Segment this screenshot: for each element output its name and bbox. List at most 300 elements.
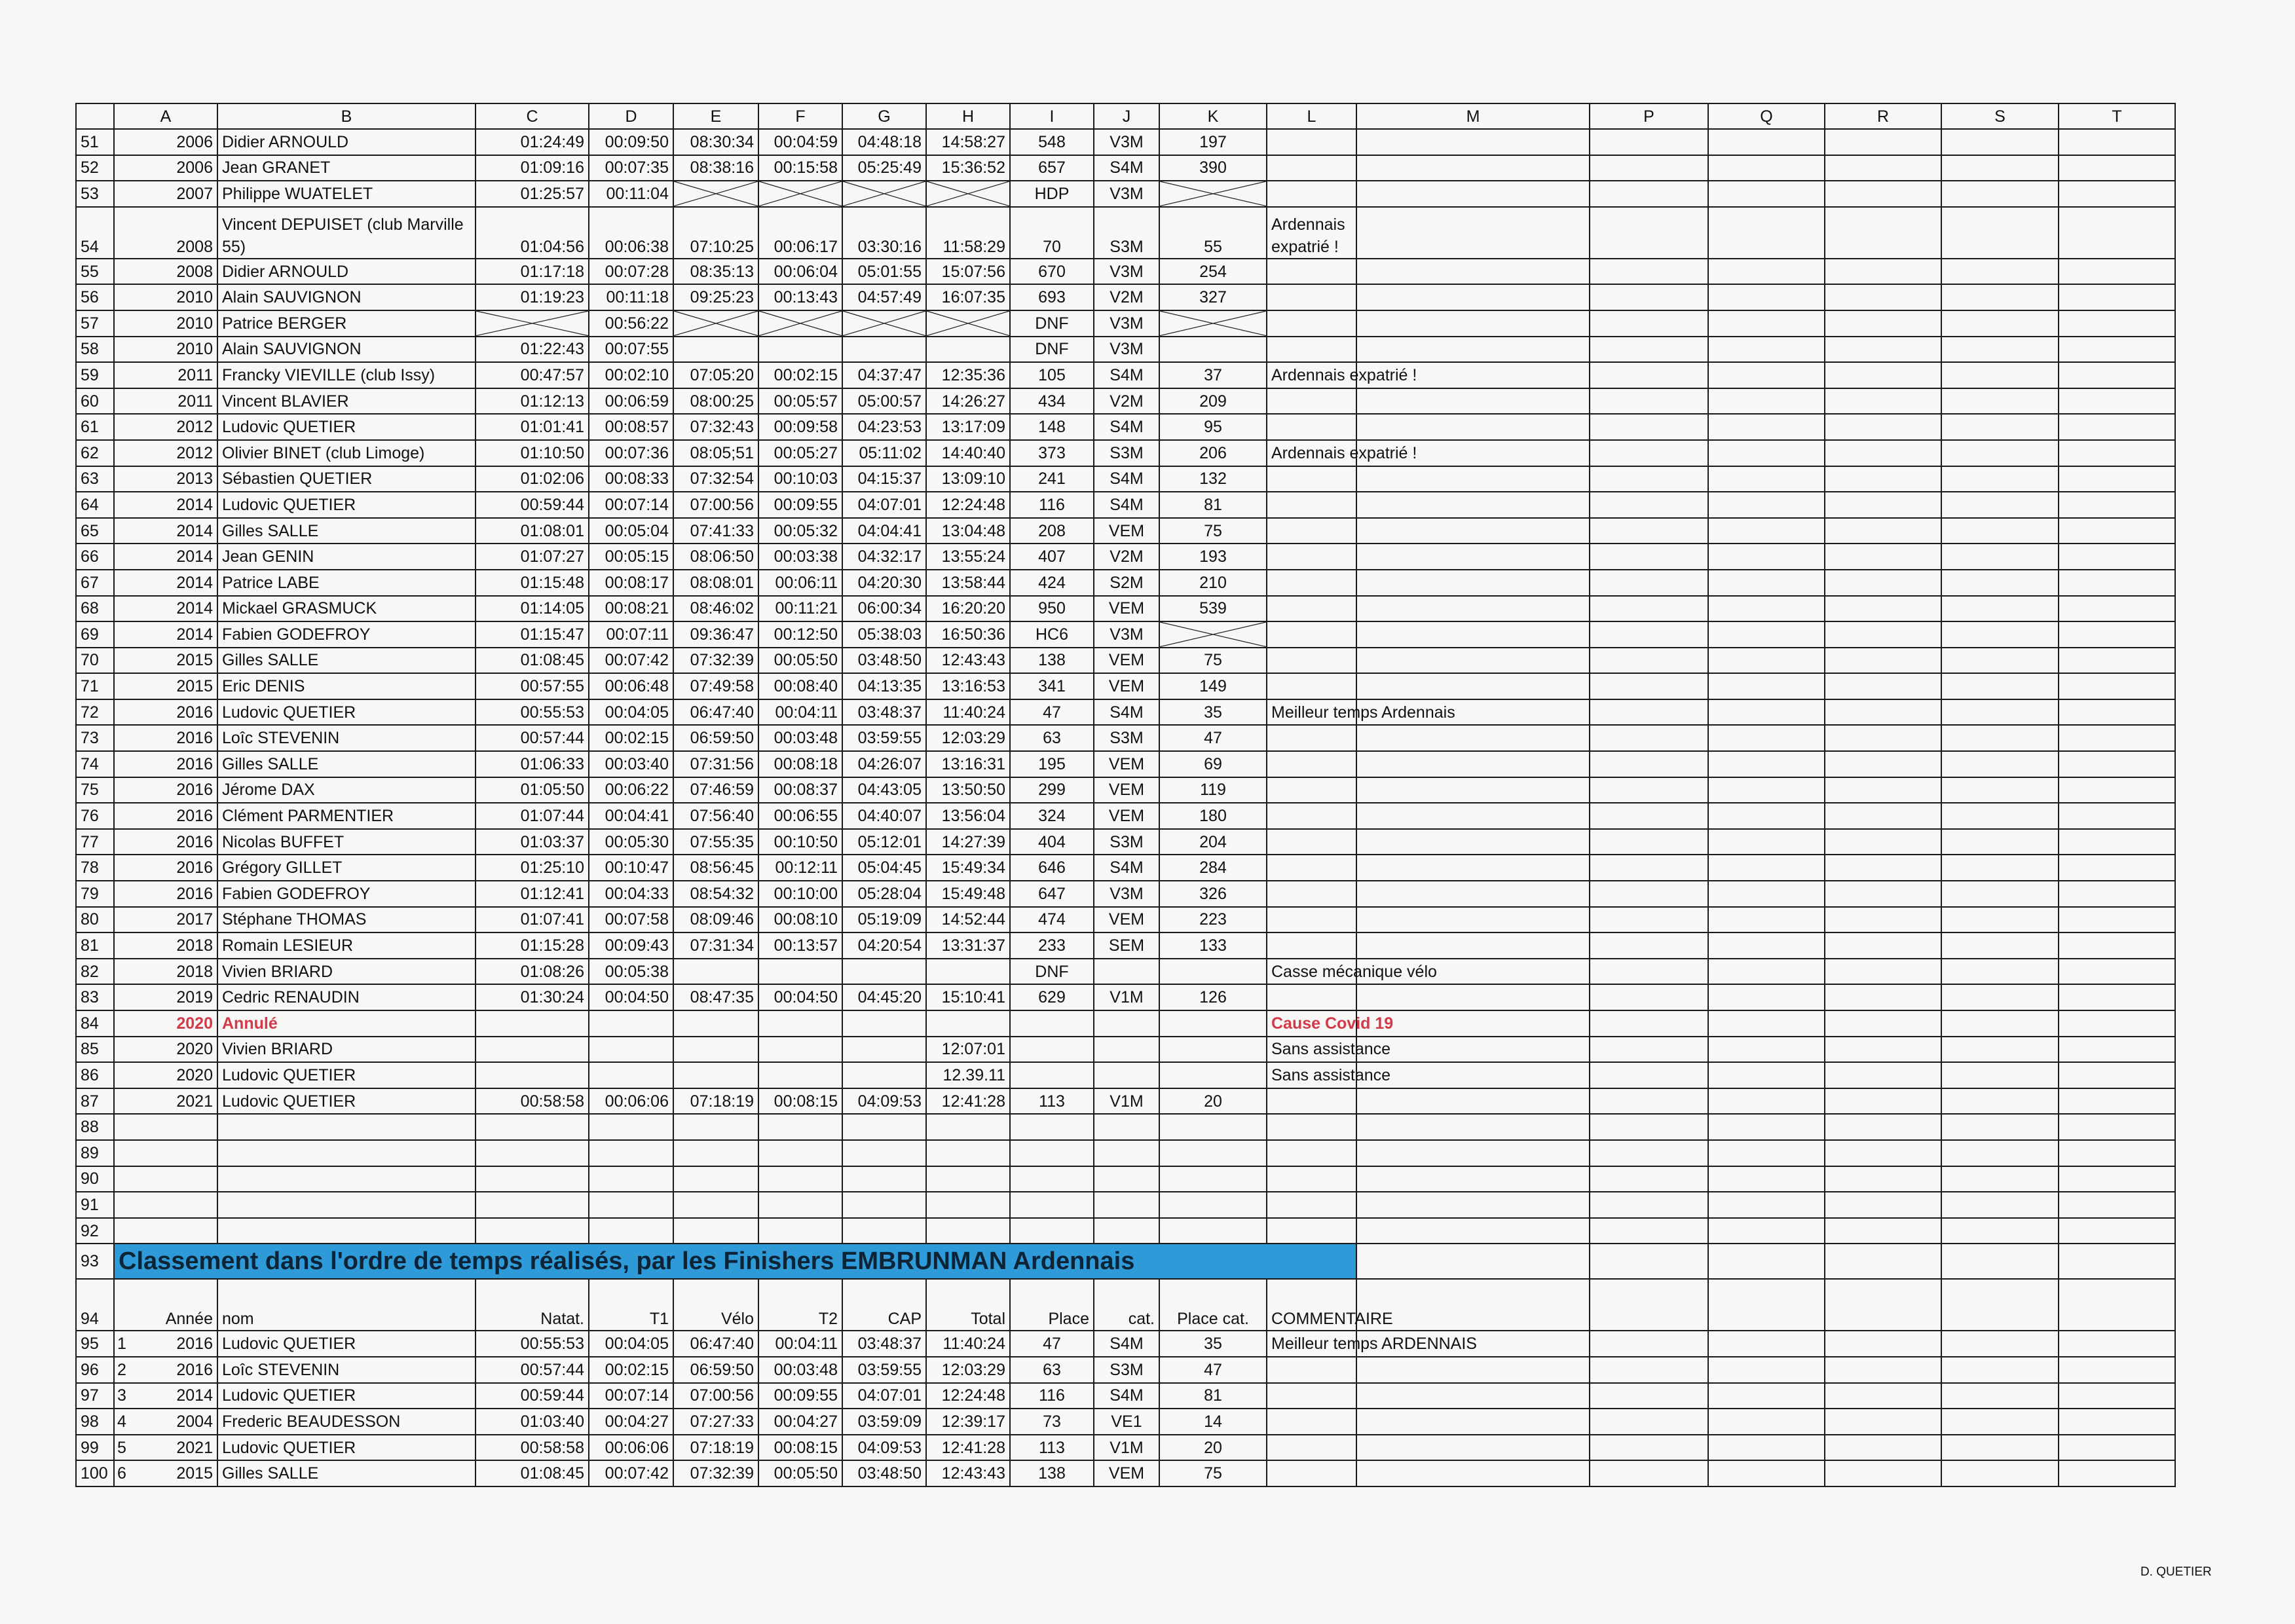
- cell-f[interactable]: 00:04:11: [758, 699, 842, 726]
- cell-e[interactable]: [673, 1010, 758, 1037]
- cell-e[interactable]: 07:00:56: [673, 492, 758, 518]
- cell-l[interactable]: Meilleur temps ARDENNAIS: [1267, 1331, 1356, 1357]
- column-header[interactable]: R: [1825, 103, 1941, 129]
- empty-cell[interactable]: [1590, 1435, 1708, 1461]
- empty-cell[interactable]: [1590, 1331, 1708, 1357]
- cell-h[interactable]: 12:43:43: [926, 648, 1010, 674]
- row-number[interactable]: 68: [76, 596, 114, 622]
- cell-d[interactable]: 00:02:10: [589, 362, 673, 388]
- empty-cell[interactable]: [1708, 1409, 1825, 1435]
- empty-cell[interactable]: [2059, 518, 2175, 544]
- empty-cell[interactable]: [2059, 1244, 2175, 1279]
- cell-f[interactable]: 00:05:27: [758, 440, 842, 466]
- cell-g[interactable]: 04:23:53: [842, 414, 926, 440]
- cell-j[interactable]: VEM: [1094, 673, 1159, 699]
- cell-a[interactable]: [114, 1383, 217, 1409]
- empty-cell[interactable]: [1356, 829, 1590, 855]
- cell-a[interactable]: 2010: [114, 337, 217, 363]
- row-number[interactable]: 62: [76, 440, 114, 466]
- row-number[interactable]: 53: [76, 181, 114, 207]
- empty-cell[interactable]: [1941, 1166, 2059, 1192]
- column-header[interactable]: I: [1010, 103, 1094, 129]
- cell-l[interactable]: [1267, 1140, 1356, 1166]
- empty-cell[interactable]: [1356, 259, 1590, 285]
- empty-cell[interactable]: [1941, 1037, 2059, 1063]
- cell-g[interactable]: 05:11:02: [842, 440, 926, 466]
- cell-h[interactable]: 12:41:28: [926, 1435, 1010, 1461]
- row-number[interactable]: 59: [76, 362, 114, 388]
- empty-cell[interactable]: [1590, 492, 1708, 518]
- cell-g[interactable]: 03:30:16: [842, 207, 926, 259]
- cell-j[interactable]: [1094, 1192, 1159, 1218]
- empty-cell[interactable]: [2059, 1435, 2175, 1461]
- empty-cell[interactable]: [1356, 803, 1590, 829]
- cell-l[interactable]: [1267, 1357, 1356, 1383]
- cell-c[interactable]: 01:14:05: [476, 596, 589, 622]
- empty-cell[interactable]: [1590, 544, 1708, 570]
- empty-cell[interactable]: [1590, 1166, 1708, 1192]
- row-number[interactable]: 93: [76, 1244, 114, 1279]
- empty-cell[interactable]: [2059, 881, 2175, 907]
- cell-a[interactable]: 2016: [114, 855, 217, 881]
- column-header[interactable]: K: [1159, 103, 1267, 129]
- empty-cell[interactable]: [1590, 777, 1708, 803]
- empty-cell[interactable]: [1708, 414, 1825, 440]
- cell-i[interactable]: [1010, 1140, 1094, 1166]
- empty-cell[interactable]: [1825, 388, 1941, 415]
- cell-g[interactable]: 04:07:01: [842, 492, 926, 518]
- empty-cell[interactable]: [1708, 596, 1825, 622]
- empty-cell[interactable]: [2059, 466, 2175, 492]
- cell-l[interactable]: [1267, 829, 1356, 855]
- empty-cell[interactable]: [1590, 1088, 1708, 1115]
- column-header[interactable]: M: [1356, 103, 1590, 129]
- cell-f[interactable]: 00:10:03: [758, 466, 842, 492]
- cell-d[interactable]: 00:04:27: [589, 1409, 673, 1435]
- cell-l[interactable]: Meilleur temps Ardennais: [1267, 699, 1356, 726]
- cell-j[interactable]: VEM: [1094, 1460, 1159, 1486]
- cell-k[interactable]: 55: [1159, 207, 1267, 259]
- row-number[interactable]: 81: [76, 932, 114, 959]
- cell-l[interactable]: [1267, 777, 1356, 803]
- cell-g[interactable]: 04:09:53: [842, 1088, 926, 1115]
- cell-f[interactable]: 00:05:50: [758, 648, 842, 674]
- empty-cell[interactable]: [1356, 1435, 1590, 1461]
- cell-c[interactable]: [476, 1218, 589, 1244]
- cell-b[interactable]: Ludovic QUETIER: [217, 1062, 476, 1088]
- empty-cell[interactable]: [2059, 544, 2175, 570]
- cell-l[interactable]: [1267, 984, 1356, 1010]
- cell-h[interactable]: [926, 1114, 1010, 1140]
- cell-k[interactable]: 209: [1159, 388, 1267, 415]
- empty-cell[interactable]: [1708, 1140, 1825, 1166]
- cell-i[interactable]: 113: [1010, 1088, 1094, 1115]
- empty-cell[interactable]: [1590, 881, 1708, 907]
- cell-g[interactable]: 04:32:17: [842, 544, 926, 570]
- cell-f[interactable]: 00:05:57: [758, 388, 842, 415]
- empty-cell[interactable]: [2059, 1166, 2175, 1192]
- cell-c[interactable]: 00:59:44: [476, 1383, 589, 1409]
- empty-cell[interactable]: [1708, 155, 1825, 181]
- empty-cell[interactable]: [2059, 1088, 2175, 1115]
- crossed-cell[interactable]: [476, 310, 589, 337]
- cell-l[interactable]: [1267, 155, 1356, 181]
- empty-cell[interactable]: [1708, 673, 1825, 699]
- empty-cell[interactable]: [1708, 881, 1825, 907]
- empty-cell[interactable]: [1825, 803, 1941, 829]
- empty-cell[interactable]: [1356, 1114, 1590, 1140]
- cell-d[interactable]: 00:05:15: [589, 544, 673, 570]
- cell-i[interactable]: 63: [1010, 725, 1094, 751]
- cell-j[interactable]: V1M: [1094, 1435, 1159, 1461]
- cell-k[interactable]: 326: [1159, 881, 1267, 907]
- empty-cell[interactable]: [1356, 1460, 1590, 1486]
- empty-cell[interactable]: [1941, 621, 2059, 648]
- empty-cell[interactable]: [1590, 414, 1708, 440]
- column-header[interactable]: P: [1590, 103, 1708, 129]
- cell-b[interactable]: Alain SAUVIGNON: [217, 337, 476, 363]
- empty-cell[interactable]: [1708, 1166, 1825, 1192]
- cell-k[interactable]: [1159, 1037, 1267, 1063]
- empty-cell[interactable]: [1356, 544, 1590, 570]
- empty-cell[interactable]: [2059, 855, 2175, 881]
- cell-j[interactable]: S4M: [1094, 1331, 1159, 1357]
- cell-d[interactable]: [589, 1062, 673, 1088]
- cell-c[interactable]: 01:12:13: [476, 388, 589, 415]
- empty-cell[interactable]: [1825, 1218, 1941, 1244]
- empty-cell[interactable]: [1708, 181, 1825, 207]
- cell-f[interactable]: [758, 1192, 842, 1218]
- cell-d[interactable]: [589, 1037, 673, 1063]
- cell-b[interactable]: Cedric RENAUDIN: [217, 984, 476, 1010]
- cell-j[interactable]: S3M: [1094, 829, 1159, 855]
- cell-l[interactable]: [1267, 388, 1356, 415]
- cell-c[interactable]: 01:12:41: [476, 881, 589, 907]
- row-number[interactable]: 87: [76, 1088, 114, 1115]
- empty-cell[interactable]: [1356, 648, 1590, 674]
- cell-h[interactable]: 13:16:53: [926, 673, 1010, 699]
- cell-i[interactable]: 404: [1010, 829, 1094, 855]
- column-header[interactable]: Q: [1708, 103, 1825, 129]
- cell-i[interactable]: 657: [1010, 155, 1094, 181]
- cell-l[interactable]: [1267, 544, 1356, 570]
- cell-l[interactable]: [1267, 414, 1356, 440]
- cell-e[interactable]: [673, 1062, 758, 1088]
- cell-d[interactable]: 00:07:28: [589, 259, 673, 285]
- empty-cell[interactable]: [1941, 181, 2059, 207]
- empty-cell[interactable]: [1590, 337, 1708, 363]
- cell-j[interactable]: SEM: [1094, 932, 1159, 959]
- row-number[interactable]: 73: [76, 725, 114, 751]
- cell-k[interactable]: 132: [1159, 466, 1267, 492]
- cell-h[interactable]: 15:36:52: [926, 155, 1010, 181]
- cell-h[interactable]: [926, 959, 1010, 985]
- empty-cell[interactable]: [1708, 466, 1825, 492]
- row-number[interactable]: 54: [76, 207, 114, 259]
- empty-cell[interactable]: [1356, 777, 1590, 803]
- cell-k[interactable]: [1159, 1140, 1267, 1166]
- cell-g[interactable]: 05:25:49: [842, 155, 926, 181]
- column-header[interactable]: J: [1094, 103, 1159, 129]
- cell-a[interactable]: [114, 1331, 217, 1357]
- empty-cell[interactable]: [1356, 855, 1590, 881]
- cell-g[interactable]: [842, 1140, 926, 1166]
- empty-cell[interactable]: [2059, 259, 2175, 285]
- cell-f[interactable]: 00:04:11: [758, 1331, 842, 1357]
- cell-c[interactable]: 01:10:50: [476, 440, 589, 466]
- cell-a[interactable]: 2006: [114, 155, 217, 181]
- row-number[interactable]: 91: [76, 1192, 114, 1218]
- cell-b[interactable]: Loîc STEVENIN: [217, 1357, 476, 1383]
- empty-cell[interactable]: [2059, 984, 2175, 1010]
- cell-f[interactable]: 00:08:15: [758, 1088, 842, 1115]
- cell-b[interactable]: Didier ARNOULD: [217, 129, 476, 155]
- empty-cell[interactable]: [1356, 1409, 1590, 1435]
- empty-cell[interactable]: [1941, 129, 2059, 155]
- empty-cell[interactable]: [1708, 777, 1825, 803]
- empty-cell[interactable]: [2059, 829, 2175, 855]
- cell-e[interactable]: 08:08:01: [673, 570, 758, 596]
- empty-cell[interactable]: [1590, 518, 1708, 544]
- empty-cell[interactable]: [2059, 1010, 2175, 1037]
- empty-cell[interactable]: [1825, 1279, 1941, 1331]
- empty-cell[interactable]: [1941, 751, 2059, 777]
- empty-cell[interactable]: [1708, 829, 1825, 855]
- empty-cell[interactable]: [1941, 284, 2059, 310]
- cell-d[interactable]: 00:05:04: [589, 518, 673, 544]
- cell-a[interactable]: [114, 1218, 217, 1244]
- cell-b[interactable]: Ludovic QUETIER: [217, 1088, 476, 1115]
- cell-c[interactable]: 01:07:41: [476, 907, 589, 933]
- row-number[interactable]: 79: [76, 881, 114, 907]
- cell-d[interactable]: 00:07:35: [589, 155, 673, 181]
- empty-cell[interactable]: [2059, 129, 2175, 155]
- empty-cell[interactable]: [1825, 181, 1941, 207]
- cell-j[interactable]: V3M: [1094, 129, 1159, 155]
- cell-k[interactable]: 35: [1159, 1331, 1267, 1357]
- cell-d[interactable]: [589, 1192, 673, 1218]
- empty-cell[interactable]: [1590, 181, 1708, 207]
- cell-d[interactable]: 00:09:43: [589, 932, 673, 959]
- cell-e[interactable]: 07:55:35: [673, 829, 758, 855]
- ranking-header-place-cat[interactable]: Place cat.: [1159, 1279, 1267, 1331]
- empty-cell[interactable]: [2059, 673, 2175, 699]
- cell-j[interactable]: VEM: [1094, 907, 1159, 933]
- empty-cell[interactable]: [1708, 1383, 1825, 1409]
- empty-cell[interactable]: [1708, 648, 1825, 674]
- cell-i[interactable]: 299: [1010, 777, 1094, 803]
- cell-f[interactable]: 00:12:50: [758, 621, 842, 648]
- cell-a[interactable]: 2006: [114, 129, 217, 155]
- cell-i[interactable]: DNF: [1010, 337, 1094, 363]
- empty-cell[interactable]: [1356, 492, 1590, 518]
- cell-c[interactable]: 01:06:33: [476, 751, 589, 777]
- cell-j[interactable]: [1094, 1062, 1159, 1088]
- cell-e[interactable]: 08:47:35: [673, 984, 758, 1010]
- crossed-cell[interactable]: [1159, 621, 1267, 648]
- cell-e[interactable]: 06:59:50: [673, 725, 758, 751]
- column-header[interactable]: A: [114, 103, 217, 129]
- cell-e[interactable]: 07:31:56: [673, 751, 758, 777]
- empty-cell[interactable]: [1941, 362, 2059, 388]
- cell-k[interactable]: 81: [1159, 1383, 1267, 1409]
- empty-cell[interactable]: [1590, 803, 1708, 829]
- empty-cell[interactable]: [1708, 1114, 1825, 1140]
- cell-g[interactable]: 04:09:53: [842, 1435, 926, 1461]
- cell-c[interactable]: 01:19:23: [476, 284, 589, 310]
- cell-a[interactable]: 2020: [114, 1062, 217, 1088]
- cell-f[interactable]: [758, 1166, 842, 1192]
- cell-h[interactable]: [926, 1140, 1010, 1166]
- cell-g[interactable]: 05:28:04: [842, 881, 926, 907]
- empty-cell[interactable]: [2059, 621, 2175, 648]
- cell-b[interactable]: Jean GRANET: [217, 155, 476, 181]
- empty-cell[interactable]: [1590, 621, 1708, 648]
- cell-i[interactable]: 647: [1010, 881, 1094, 907]
- cell-j[interactable]: VE1: [1094, 1409, 1159, 1435]
- cell-e[interactable]: 08:38:16: [673, 155, 758, 181]
- ranking-header-cat[interactable]: cat.: [1094, 1279, 1159, 1331]
- empty-cell[interactable]: [2059, 1192, 2175, 1218]
- row-number[interactable]: 58: [76, 337, 114, 363]
- empty-cell[interactable]: [2059, 310, 2175, 337]
- empty-cell[interactable]: [1825, 337, 1941, 363]
- cell-g[interactable]: [842, 1218, 926, 1244]
- cell-i[interactable]: 195: [1010, 751, 1094, 777]
- empty-cell[interactable]: [1356, 1192, 1590, 1218]
- empty-cell[interactable]: [1708, 984, 1825, 1010]
- empty-cell[interactable]: [1590, 388, 1708, 415]
- empty-cell[interactable]: [1825, 207, 1941, 259]
- empty-cell[interactable]: [2059, 699, 2175, 726]
- cell-g[interactable]: 05:38:03: [842, 621, 926, 648]
- empty-cell[interactable]: [2059, 1383, 2175, 1409]
- cell-e[interactable]: 07:18:19: [673, 1435, 758, 1461]
- row-number[interactable]: 95: [76, 1331, 114, 1357]
- empty-cell[interactable]: [1356, 1062, 1590, 1088]
- cell-h[interactable]: 13:31:37: [926, 932, 1010, 959]
- cell-l[interactable]: [1267, 181, 1356, 207]
- cell-f[interactable]: 00:09:55: [758, 1383, 842, 1409]
- cell-e[interactable]: 07:00:56: [673, 1383, 758, 1409]
- empty-cell[interactable]: [1590, 1114, 1708, 1140]
- cell-f[interactable]: [758, 1037, 842, 1063]
- cell-b[interactable]: Vivien BRIARD: [217, 959, 476, 985]
- cell-e[interactable]: 07:41:33: [673, 518, 758, 544]
- empty-cell[interactable]: [1941, 596, 2059, 622]
- cell-h[interactable]: 13:17:09: [926, 414, 1010, 440]
- row-number[interactable]: 96: [76, 1357, 114, 1383]
- cell-j[interactable]: VEM: [1094, 803, 1159, 829]
- empty-cell[interactable]: [1941, 259, 2059, 285]
- cell-i[interactable]: [1010, 1037, 1094, 1063]
- cell-g[interactable]: 04:13:35: [842, 673, 926, 699]
- cell-c[interactable]: 00:59:44: [476, 492, 589, 518]
- cell-k[interactable]: [1159, 1114, 1267, 1140]
- cell-c[interactable]: 01:17:18: [476, 259, 589, 285]
- empty-cell[interactable]: [1708, 284, 1825, 310]
- empty-cell[interactable]: [2059, 155, 2175, 181]
- cell-d[interactable]: 00:08:57: [589, 414, 673, 440]
- cell-f[interactable]: 00:10:00: [758, 881, 842, 907]
- cell-h[interactable]: 14:27:39: [926, 829, 1010, 855]
- column-header[interactable]: C: [476, 103, 589, 129]
- cell-a[interactable]: 2014: [114, 596, 217, 622]
- empty-cell[interactable]: [1825, 129, 1941, 155]
- cell-k[interactable]: 223: [1159, 907, 1267, 933]
- cell-h[interactable]: 13:16:31: [926, 751, 1010, 777]
- empty-cell[interactable]: [1708, 803, 1825, 829]
- row-number[interactable]: 77: [76, 829, 114, 855]
- empty-cell[interactable]: [1356, 284, 1590, 310]
- cell-c[interactable]: 01:25:10: [476, 855, 589, 881]
- empty-cell[interactable]: [1708, 725, 1825, 751]
- empty-cell[interactable]: [2059, 1140, 2175, 1166]
- cell-e[interactable]: [673, 1218, 758, 1244]
- cell-b[interactable]: Frederic BEAUDESSON: [217, 1409, 476, 1435]
- empty-cell[interactable]: [1590, 1192, 1708, 1218]
- cell-k[interactable]: 197: [1159, 129, 1267, 155]
- cell-d[interactable]: 00:08:33: [589, 466, 673, 492]
- empty-cell[interactable]: [1708, 570, 1825, 596]
- cell-c[interactable]: [476, 1114, 589, 1140]
- cell-j[interactable]: [1094, 1140, 1159, 1166]
- cell-d[interactable]: 00:08:21: [589, 596, 673, 622]
- cell-a[interactable]: 2020: [114, 1010, 217, 1037]
- cell-e[interactable]: 06:47:40: [673, 1331, 758, 1357]
- cell-l[interactable]: Cause Covid 19: [1267, 1010, 1356, 1037]
- cell-d[interactable]: 00:06:22: [589, 777, 673, 803]
- cell-a[interactable]: 2018: [114, 959, 217, 985]
- cell-c[interactable]: 01:07:27: [476, 544, 589, 570]
- cell-f[interactable]: 00:03:38: [758, 544, 842, 570]
- row-number[interactable]: 82: [76, 959, 114, 985]
- cell-j[interactable]: VEM: [1094, 596, 1159, 622]
- cell-e[interactable]: 07:32:39: [673, 648, 758, 674]
- row-number[interactable]: 55: [76, 259, 114, 285]
- cell-c[interactable]: 01:25:57: [476, 181, 589, 207]
- cell-k[interactable]: 206: [1159, 440, 1267, 466]
- cell-k[interactable]: 119: [1159, 777, 1267, 803]
- cell-e[interactable]: 06:59:50: [673, 1357, 758, 1383]
- cell-f[interactable]: 00:09:58: [758, 414, 842, 440]
- row-number[interactable]: 83: [76, 984, 114, 1010]
- cell-f[interactable]: 00:06:55: [758, 803, 842, 829]
- cell-i[interactable]: 424: [1010, 570, 1094, 596]
- empty-cell[interactable]: [1708, 492, 1825, 518]
- empty-cell[interactable]: [1825, 155, 1941, 181]
- empty-cell[interactable]: [1356, 1140, 1590, 1166]
- cell-c[interactable]: 01:03:37: [476, 829, 589, 855]
- cell-h[interactable]: 12:35:36: [926, 362, 1010, 388]
- empty-cell[interactable]: [1356, 1244, 1590, 1279]
- empty-cell[interactable]: [2059, 596, 2175, 622]
- crossed-cell[interactable]: [673, 310, 758, 337]
- empty-cell[interactable]: [1825, 1010, 1941, 1037]
- empty-cell[interactable]: [2059, 388, 2175, 415]
- empty-cell[interactable]: [1708, 1192, 1825, 1218]
- empty-cell[interactable]: [1590, 1383, 1708, 1409]
- cell-b[interactable]: Patrice BERGER: [217, 310, 476, 337]
- cell-c[interactable]: 00:58:58: [476, 1088, 589, 1115]
- cell-h[interactable]: 15:49:48: [926, 881, 1010, 907]
- cell-i[interactable]: 70: [1010, 207, 1094, 259]
- cell-b[interactable]: [217, 1114, 476, 1140]
- empty-cell[interactable]: [1708, 621, 1825, 648]
- empty-cell[interactable]: [1941, 1218, 2059, 1244]
- cell-b[interactable]: Ludovic QUETIER: [217, 699, 476, 726]
- cell-e[interactable]: 09:25:23: [673, 284, 758, 310]
